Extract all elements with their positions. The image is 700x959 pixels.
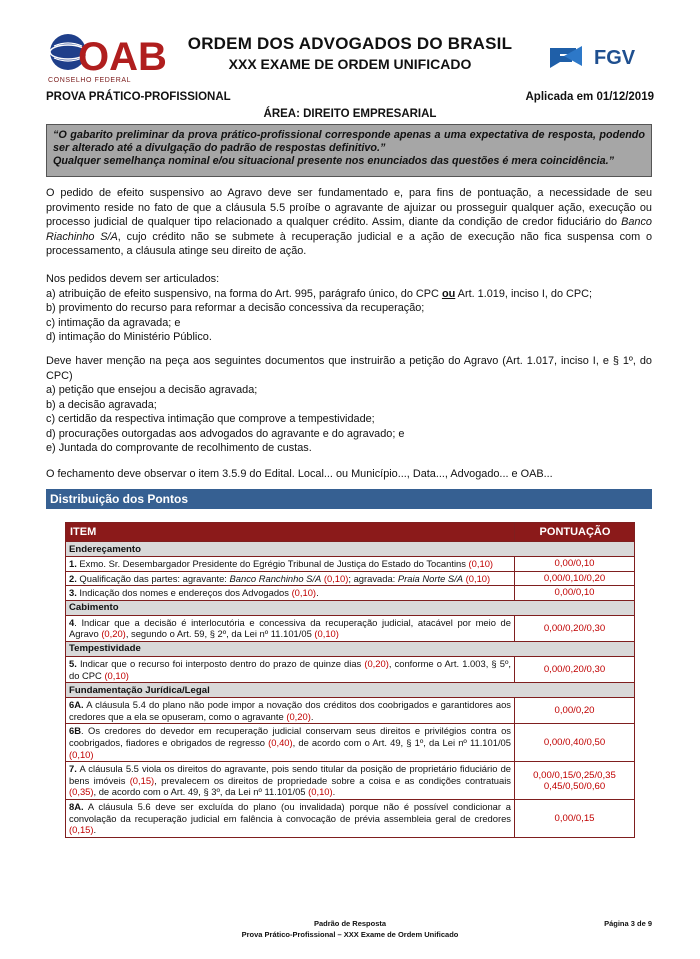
disclaimer-line-2: Qualquer semelhança nominal e/ou situacional presente nos enunciados das questões é mera coincidência.”: [53, 155, 615, 167]
paragraph-documentos: [46, 354, 652, 456]
score-cell: 0,00/0,20/0,30: [515, 656, 635, 682]
score-cell: 0,00/0,10: [515, 586, 635, 601]
documento-c: c) certidão da respectiva intimação que comprove a tempestividade;: [46, 413, 375, 425]
score-cell: 0,00/0,15: [515, 799, 635, 837]
group-row-fundamentacao: Fundamentação Jurídica/Legal: [66, 683, 635, 698]
table-row: 7. A cláusula 5.5 viola os direitos do agravante, pois sendo titular da posição de proprietário fiduciário de bens imóveis (0,15), prevalecem os direitos de propriedade sobre a coisa e as condições contratuais (0,35), de acordo com o Art. 49, § 3º, da Lei nº 11.101/05 (0,10). 0,00/0,15/0,25/0,35 0,45/0,50/0,60: [66, 762, 635, 800]
section-title-distribuicao: Distribuição dos Pontos: [46, 489, 652, 509]
disclaimer-line-1: “O gabarito preliminar da prova prático-profissional corresponde apenas a uma expectativa de resposta, podendo ser alterado até a divulgação do padrão de respostas definitivo.”: [53, 129, 645, 154]
pedido-a: a) atribuição de efeito suspensivo, na forma do Art. 995, parágrafo único, do CPC ou Art. 1.019, inciso I, do CPC;: [46, 287, 593, 300]
document-title: ORDEM DOS ADVOGADOS DO BRASIL: [187, 34, 513, 53]
column-header-item: ITEM: [66, 523, 515, 542]
table-row: 1. Exmo. Sr. Desembargador Presidente do Egrégio Tribunal de Justiça do Estado do Tocantins (0,10) 0,00/0,10: [66, 557, 635, 572]
points-table: [65, 522, 635, 838]
page-header: [44, 28, 656, 90]
paragraph-fechamento: O fechamento deve observar o item 3.5.9 do Edital. Local... ou Município..., Data..., Advogado... e OAB...: [46, 468, 553, 480]
score-cell: 0,00/0,20/0,30: [515, 615, 635, 641]
table-row: 2. Qualificação das partes: agravante: Banco Ranchinho S/A (0,10); agravada: Praia Norte S/A (0,10) 0,00/0,10/0,20: [66, 571, 635, 586]
table-row: 8A. A cláusula 5.6 deve ser excluída do plano (ou invalidada) porque não é possível condicionar a convolação da recuperação judicial em falência à convocação de prévia assembleia geral de credores (0,15). 0,00/0,15: [66, 799, 635, 837]
table-row: 5. Indicar que o recurso foi interposto dentro do prazo de quinze dias (0,20), conforme o Art. 1.003, § 5º, do CPC (0,10) 0,00/0,20/0,30: [66, 656, 635, 682]
documento-a: a) petição que ensejou a decisão agravada;: [46, 384, 258, 396]
table-row: 3. Indicação dos nomes e endereços dos Advogados (0,10). 0,00/0,10: [66, 586, 635, 601]
score-cell: 0,00/0,20: [515, 698, 635, 724]
fgv-logo-text: FGV: [594, 47, 636, 69]
score-cell: 0,00/0,10: [515, 557, 635, 572]
paragraph-efeito-suspensivo: O pedido de efeito suspensivo ao Agravo deve ser fundamentado e, para fins de pontuação, a necessidade de seu provimento reside no fato de que a cláusula 5.5 proíbe o agravante de ajuizar ou prosseguir qualquer ação, execução ou processo judicial de qualquer tipo relacionado a qualquer crédito. Assim, diante da condição de credor fiduciário do Banco Riachinho S/A, cujo crédito não se submete à recuperação judicial e a ação de execução não fica suspensa com o processamento, a cláusula atinge seu direito de ação.: [46, 187, 653, 257]
column-header-pontuacao: PONTUAÇÃO: [515, 523, 635, 542]
exam-title: XXX EXAME DE ORDEM UNIFICADO: [228, 56, 472, 72]
oab-logo-text: OAB: [78, 35, 167, 79]
score-cell: 0,00/0,40/0,50: [515, 724, 635, 762]
group-row-tempestividade: Tempestividade: [66, 641, 635, 656]
footer-line-2: Prova Prático-Profissional – XXX Exame de Ordem Unificado: [241, 930, 459, 939]
table-row: 6A. A cláusula 5.4 do plano não pode impor a novação dos créditos dos coobrigados e garantidores aos credores que a ela se opuseram, como o agravante (0,20). 0,00/0,20: [66, 698, 635, 724]
pedido-b: b) provimento do recurso para reformar a decisão concessiva da recuperação;: [46, 302, 425, 314]
table-row: 4. Indicar que a decisão é interlocutória e concessiva da recuperação judicial, atacável por meio de Agravo (0,20), segundo o Art. 59, § 2º, da Lei nº 11.101/05 (0,10) 0,00/0,20/0,30: [66, 615, 635, 641]
documento-d: d) procurações outorgadas aos advogados do agravante e do agravado; e: [46, 427, 405, 440]
fgv-logo: [546, 42, 656, 70]
group-row-enderecamento: Endereçamento: [66, 542, 635, 557]
exam-type: PROVA PRÁTICO-PROFISSIONAL: [46, 91, 231, 103]
disclaimer-box: [46, 124, 652, 177]
area-title: ÁREA: DIREITO EMPRESARIAL: [263, 108, 437, 120]
page-number: Página 3 de 9: [604, 919, 652, 928]
pedido-c: c) intimação da agravada; e: [46, 316, 181, 329]
score-cell: 0,00/0,15/0,25/0,35 0,45/0,50/0,60: [515, 762, 635, 800]
group-row-cabimento: Cabimento: [66, 600, 635, 615]
table-row: 6B. Os credores do devedor em recuperação judicial conservam seus direitos e privilégios contra os coobrigados, fiadores e obrigados de regresso (0,40), de acordo com o Art. 49, § 1º, da Lei nº 11.101/05 (0,10) 0,00/0,40/0,50: [66, 724, 635, 762]
documento-b: b) a decisão agravada;: [46, 398, 157, 411]
documento-e: e) Juntada do comprovante de recolhimento de custas.: [46, 442, 312, 454]
pedido-d: d) intimação do Ministério Público.: [46, 331, 212, 343]
footer-line-1: Padrão de Resposta: [313, 919, 387, 928]
oab-subtitle: CONSELHO FEDERAL: [48, 77, 132, 84]
paragraph-pedidos: [46, 272, 652, 345]
documentos-intro: Deve haver menção na peça aos seguintes documentos que instruirão a petição do Agravo (Art. 1.017, inciso I, e § 1º, do CPC): [46, 355, 652, 382]
score-cell: 0,00/0,10/0,20: [515, 571, 635, 586]
pedidos-intro: Nos pedidos devem ser articulados:: [46, 273, 220, 285]
exam-date: Aplicada em 01/12/2019: [525, 91, 654, 103]
